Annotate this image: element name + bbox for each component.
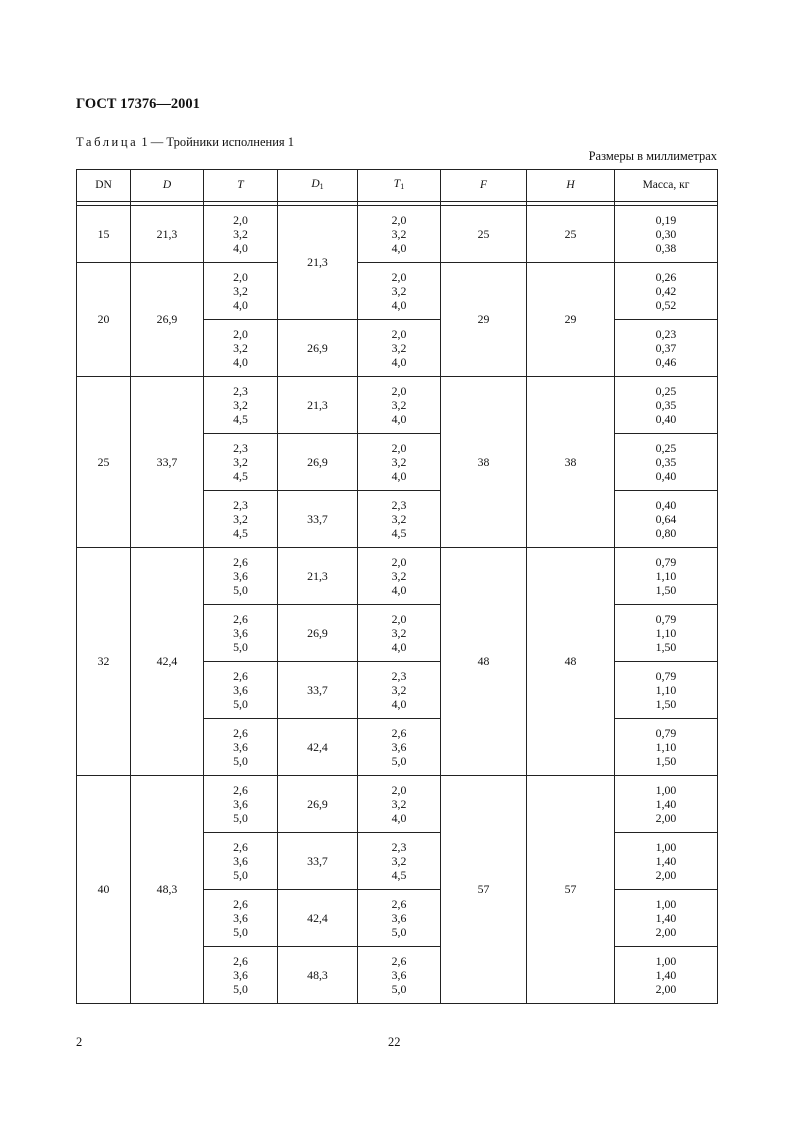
cell-d: 48,3 [131, 776, 204, 1004]
cell-t: 2,6 3,6 5,0 [204, 605, 278, 662]
cell-t: 2,0 3,2 4,0 [204, 206, 278, 263]
cell-t1: 2,0 3,2 4,0 [358, 320, 441, 377]
cell-d1: 33,7 [278, 662, 358, 719]
cell-mass: 0,79 1,10 1,50 [615, 719, 718, 776]
cell-t: 2,0 3,2 4,0 [204, 263, 278, 320]
table-row [77, 206, 718, 263]
cell-d1: 21,3 [278, 548, 358, 605]
table-body [77, 206, 718, 1004]
units-note: Размеры в миллиметрах [588, 149, 717, 163]
cell-f: 48 [441, 548, 527, 776]
cell-f: 25 [441, 206, 527, 263]
cell-h: 25 [527, 206, 615, 263]
cell-t1: 2,0 3,2 4,0 [358, 377, 441, 434]
cell-mass: 0,25 0,35 0,40 [615, 434, 718, 491]
col-t1: $T_1$ [358, 170, 441, 202]
cell-t1: 2,6 3,6 5,0 [358, 890, 441, 947]
cell-t1: 2,0 3,2 4,0 [358, 206, 441, 263]
caption-title: Тройники исполнения 1 [166, 135, 295, 149]
cell-d1: 26,9 [278, 605, 358, 662]
cell-t: 2,6 3,6 5,0 [204, 833, 278, 890]
cell-dn: 25 [77, 377, 131, 548]
cell-t1: 2,0 3,2 4,0 [358, 263, 441, 320]
cell-d: 42,4 [131, 548, 204, 776]
cell-mass: 0,40 0,64 0,80 [615, 491, 718, 548]
page-number-center: 22 [388, 1035, 401, 1049]
cell-mass: 0,79 1,10 1,50 [615, 548, 718, 605]
cell-d: 26,9 [131, 263, 204, 377]
cell-f: 57 [441, 776, 527, 1004]
cell-dn: 32 [77, 548, 131, 776]
cell-t: 2,6 3,6 5,0 [204, 947, 278, 1004]
col-dn: DN [77, 170, 131, 202]
cell-f: 29 [441, 263, 527, 377]
cell-d1: 42,4 [278, 890, 358, 947]
table-row [77, 263, 718, 320]
cell-mass: 0,26 0,42 0,52 [615, 263, 718, 320]
cell-mass: 0,79 1,10 1,50 [615, 662, 718, 719]
cell-d1: 33,7 [278, 833, 358, 890]
cell-t: 2,3 3,2 4,5 [204, 491, 278, 548]
cell-t1: 2,0 3,2 4,0 [358, 548, 441, 605]
cell-mass: 0,23 0,37 0,46 [615, 320, 718, 377]
cell-d: 33,7 [131, 377, 204, 548]
table-row [77, 548, 718, 605]
cell-d1: 21,3 [278, 206, 358, 320]
col-mass: Масса, кг [615, 170, 718, 202]
cell-t1: 2,6 3,6 5,0 [358, 719, 441, 776]
cell-t1: 2,3 3,2 4,5 [358, 491, 441, 548]
cell-d1: 26,9 [278, 776, 358, 833]
cell-t: 2,6 3,6 5,0 [204, 890, 278, 947]
cell-t: 2,6 3,6 5,0 [204, 662, 278, 719]
table-caption [76, 135, 294, 150]
cell-d1: 21,3 [278, 377, 358, 434]
cell-mass: 1,00 1,40 2,00 [615, 833, 718, 890]
cell-h: 57 [527, 776, 615, 1004]
cell-mass: 0,79 1,10 1,50 [615, 605, 718, 662]
specification-table [76, 169, 718, 1004]
cell-t: 2,6 3,6 5,0 [204, 719, 278, 776]
cell-mass: 1,00 1,40 2,00 [615, 776, 718, 833]
cell-mass: 0,19 0,30 0,38 [615, 206, 718, 263]
cell-d1: 48,3 [278, 947, 358, 1004]
cell-h: 29 [527, 263, 615, 377]
cell-t: 2,0 3,2 4,0 [204, 320, 278, 377]
cell-h: 48 [527, 548, 615, 776]
cell-t: 2,6 3,6 5,0 [204, 776, 278, 833]
cell-t1: 2,3 3,2 4,0 [358, 662, 441, 719]
cell-t: 2,3 3,2 4,5 [204, 377, 278, 434]
cell-mass: 1,00 1,40 2,00 [615, 890, 718, 947]
cell-d1: 26,9 [278, 434, 358, 491]
cell-h: 38 [527, 377, 615, 548]
cell-t1: 2,0 3,2 4,0 [358, 776, 441, 833]
cell-dn: 15 [77, 206, 131, 263]
caption-label: Таблица [76, 135, 139, 149]
cell-d1: 33,7 [278, 491, 358, 548]
cell-mass: 0,25 0,35 0,40 [615, 377, 718, 434]
page-number-left: 2 [76, 1035, 83, 1049]
cell-f: 38 [441, 377, 527, 548]
cell-t1: 2,3 3,2 4,5 [358, 833, 441, 890]
cell-t1: 2,0 3,2 4,0 [358, 605, 441, 662]
cell-dn: 40 [77, 776, 131, 1004]
cell-d: 21,3 [131, 206, 204, 263]
header-row [77, 170, 718, 202]
document-code: ГОСТ 17376—2001 [76, 96, 200, 112]
cell-t1: 2,0 3,2 4,0 [358, 434, 441, 491]
cell-dn: 20 [77, 263, 131, 377]
table-row [77, 776, 718, 833]
cell-t: 2,3 3,2 4,5 [204, 434, 278, 491]
col-d: D [131, 170, 204, 202]
col-t: T [204, 170, 278, 202]
col-h: H [527, 170, 615, 202]
table-row [77, 377, 718, 434]
cell-d1: 42,4 [278, 719, 358, 776]
caption-number: 1 [141, 135, 148, 149]
col-d1: $D_1$ [278, 170, 358, 202]
col-f: F [441, 170, 527, 202]
cell-mass: 1,00 1,40 2,00 [615, 947, 718, 1004]
cell-t1: 2,6 3,6 5,0 [358, 947, 441, 1004]
caption-dash: — [150, 135, 164, 149]
cell-d1: 26,9 [278, 320, 358, 377]
cell-t: 2,6 3,6 5,0 [204, 548, 278, 605]
